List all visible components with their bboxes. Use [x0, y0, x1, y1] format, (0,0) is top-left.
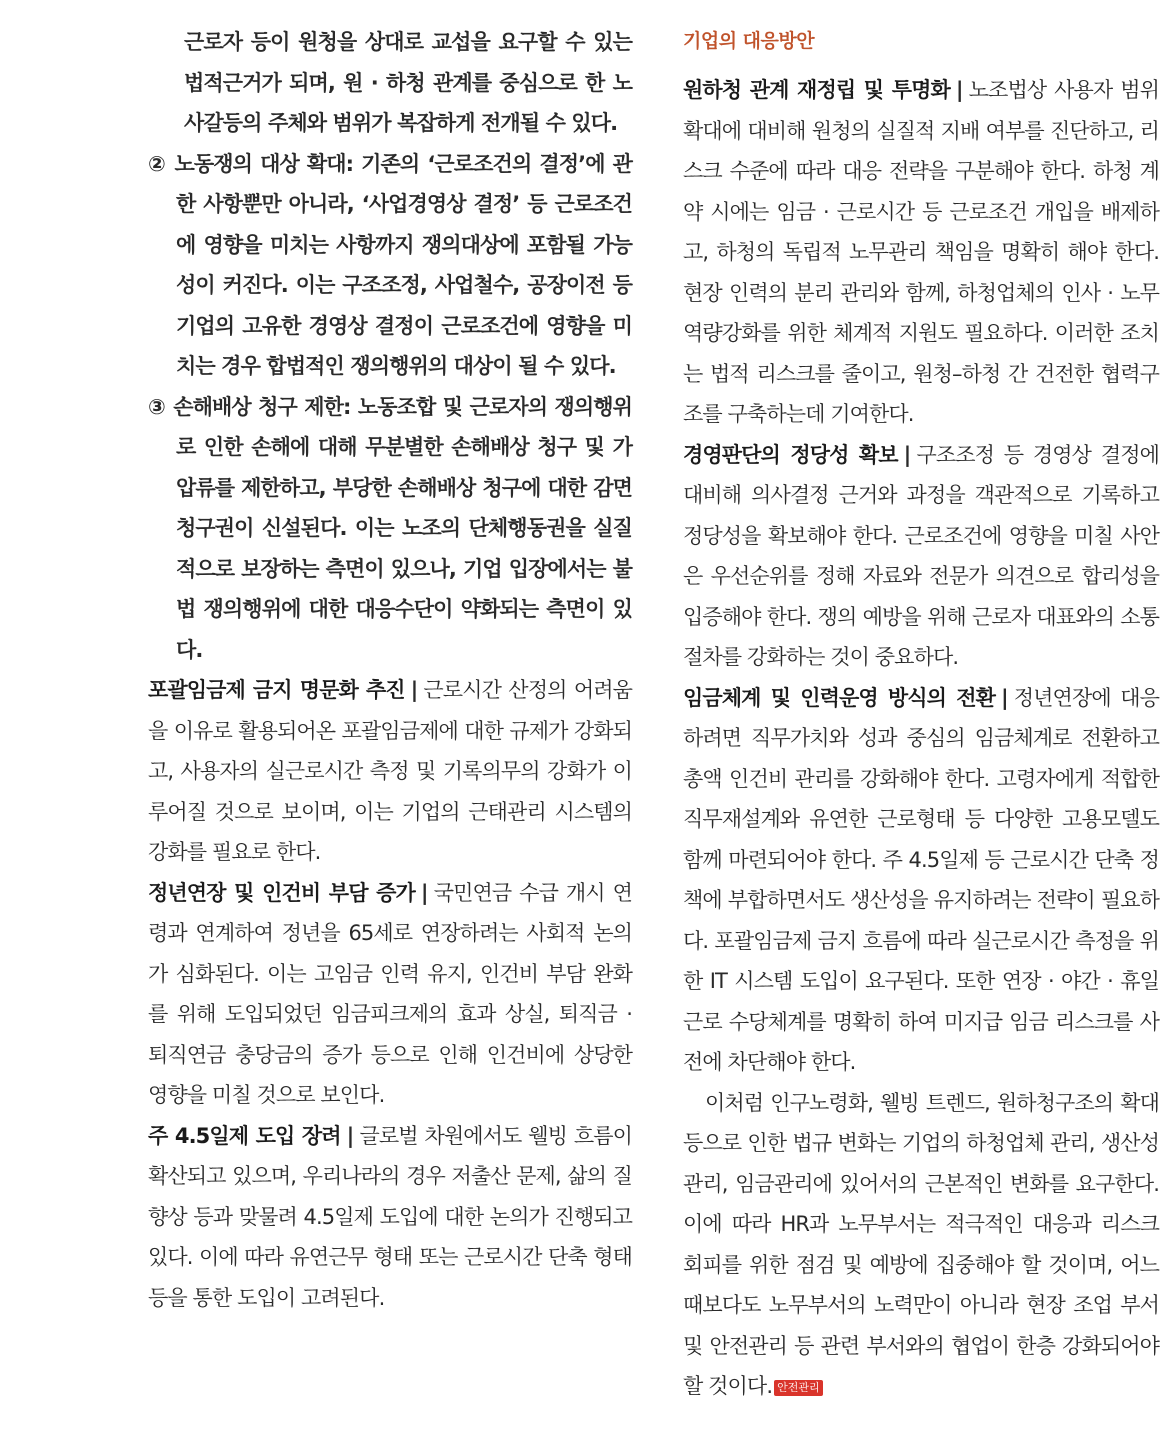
- section-title: 기업의 대응방안: [683, 30, 815, 52]
- right-column: [683, 22, 1159, 1407]
- paragraph-closing: [683, 1083, 1159, 1407]
- paragraph-subcontract: [683, 70, 1159, 435]
- list-item-continuation: 근로자 등이 원청을 상대로 교섭을 요구할 수 있는 법적근거가 되며, 원 · 하청 관계를 중심으로 한 노사갈등의 주체와 범위가 복잡하게 전개될 수 있다.: [184, 30, 632, 135]
- closing-text: 이처럼 인구노령화, 웰빙 트렌드, 원하청구조의 확대 등으로 인한 법규 변화는 기업의 하청업체 관리, 생산성 관리, 임금관리에 있어서의 근본적인 변화를 요구한다. 이에 따라 HR과 노무부서는 적극적인 대응과 리스크 회피를 위한 점검 및 예방에 집중해야 할 것이며, 어느 때보다도 노무부서의 노력만이 아니라 현장 조업 부서 및 안전관리 등 관련 부서와의 협업이 한층 강화되어야 할 것이다.: [683, 1090, 1159, 1398]
- paragraph-comprehensive-wage: [148, 670, 632, 873]
- left-column: [148, 22, 632, 1318]
- paragraph-wage-system: [683, 678, 1159, 1083]
- paragraph-text: 정년연장에 대응하려면 직무가치와 성과 중심의 임금체계로 전환하고 총액 인건비 관리를 강화해야 한다. 고령자에게 적합한 직무재설계와 유연한 근로형태 등 다양한 고용모델도 함께 마련되어야 한다. 주 4.5일제 등 근로시간 단축 정책에 부합하면서도 생산성을 유지하려는 전략이 필요하다. 포괄임금제 금지 흐름에 따라 실근로시간 측정을 위한 IT 시스템 도입이 요구된다. 또한 연장 · 야간 · 휴일근로 수당체계를 명확히 하여 미지급 임금 리스크를 사전에 차단해야 한다.: [683, 685, 1159, 1074]
- paragraph-heading: 경영판단의 정당성 확보: [683, 442, 898, 467]
- separator: |: [420, 880, 428, 905]
- separator: |: [903, 442, 911, 467]
- paragraph-text: 노조법상 사용자 범위 확대에 대비해 원청의 실질적 지배 여부를 진단하고, 리스크 수준에 따라 대응 전략을 구분해야 한다. 하청 계약 시에는 임금 · 근로시간 등 근로조건 개입을 배제하고, 하청의 독립적 노무관리 책임을 명확히 해야 한다. 현장 인력의 분리 관리와 함께, 하청업체의 인사 · 노무 역량강화를 위한 체계적 지원도 필요하다. 이러한 조치는 법적 리스크를 줄이고, 원청–하청 간 건전한 협력구조를 구축하는데 기여한다.: [683, 78, 1159, 426]
- paragraph-heading: 원하청 관계 재정립 및 투명화: [683, 78, 950, 102]
- separator: |: [346, 1123, 354, 1148]
- list-item-labor-dispute-scope: ② 노동쟁의 대상 확대: 기존의 ‘근로조건의 결정’에 관한 사항뿐만 아니라, ‘사업경영상 결정’ 등 근로조건에 영향을 미치는 사항까지 쟁의대상에 포함될 가능성이 커진다. 이는 구조조정, 사업철수, 공장이전 등 기업의 고유한 경영상 결정이 근로조건에 영향을 미치는 경우 합법적인 쟁의행위의 대상이 될 수 있다.: [148, 151, 632, 378]
- list-item-damages-limit: ③ 손해배상 청구 제한: 노동조합 및 근로자의 쟁의행위로 인한 손해에 대해 무분별한 손해배상 청구 및 가압류를 제한하고, 부당한 손해배상 청구에 대한 감면 청구권이 신설된다. 이는 노조의 단체행동권을 실질적으로 보장하는 측면이 있으나, 기업 입장에서는 불법 쟁의행위에 대한 대응수단이 약화되는 측면이 있다.: [148, 394, 632, 662]
- paragraph-management-decision: [683, 435, 1159, 678]
- paragraph-text: 구조조정 등 경영상 결정에 대비해 의사결정 근거와 과정을 객관적으로 기록하고 정당성을 확보해야 한다. 근로조건에 영향을 미칠 사안은 우선순위를 정해 자료와 전문가 의견으로 합리성을 입증해야 한다. 쟁의 예방을 위해 근로자 대표와의 소통절차를 강화하는 것이 중요하다.: [683, 442, 1159, 669]
- paragraph-text: 국민연금 수급 개시 연령과 연계하여 정년을 65세로 연장하려는 사회적 논의가 심화된다. 이는 고임금 인력 유지, 인건비 부담 완화를 위해 도입되었던 임금피크제의 효과 상실, 퇴직금 · 퇴직연금 충당금의 증가 등으로 인해 인건비에 상당한 영향을 미칠 것으로 보인다.: [148, 880, 632, 1107]
- paragraph-text: 글로벌 차원에서도 웰빙 흐름이 확산되고 있으며, 우리나라의 경우 저출산 문제, 삶의 질 향상 등과 맞물려 4.5일제 도입에 대한 논의가 진행되고 있다. 이에 따라 유연근무 형태 또는 근로시간 단축 형태 등을 통한 도입이 고려된다.: [148, 1123, 632, 1310]
- paragraph-heading: 주 4.5일제 도입 장려: [148, 1123, 341, 1148]
- paragraph-four-day-week: [148, 1116, 632, 1319]
- paragraph-heading: 정년연장 및 인건비 부담 증가: [148, 880, 415, 905]
- paragraph-heading: 포괄임금제 금지 명문화 추진: [148, 678, 405, 702]
- paragraph-text: 근로시간 산정의 어려움을 이유로 활용되어온 포괄임금제에 대한 규제가 강화되고, 사용자의 실근로시간 측정 및 기록의무의 강화가 이루어질 것으로 보이며, 이는 기업의 근태관리 시스템의 강화를 필요로 한다.: [148, 678, 632, 864]
- separator: |: [410, 678, 418, 702]
- paragraph-heading: 임금체계 및 인력운영 방식의 전환: [683, 685, 995, 710]
- paragraph-retirement-age: [148, 873, 632, 1116]
- end-mark-badge: 안전관리: [774, 1380, 823, 1396]
- separator: |: [955, 78, 963, 102]
- separator: |: [1001, 685, 1008, 710]
